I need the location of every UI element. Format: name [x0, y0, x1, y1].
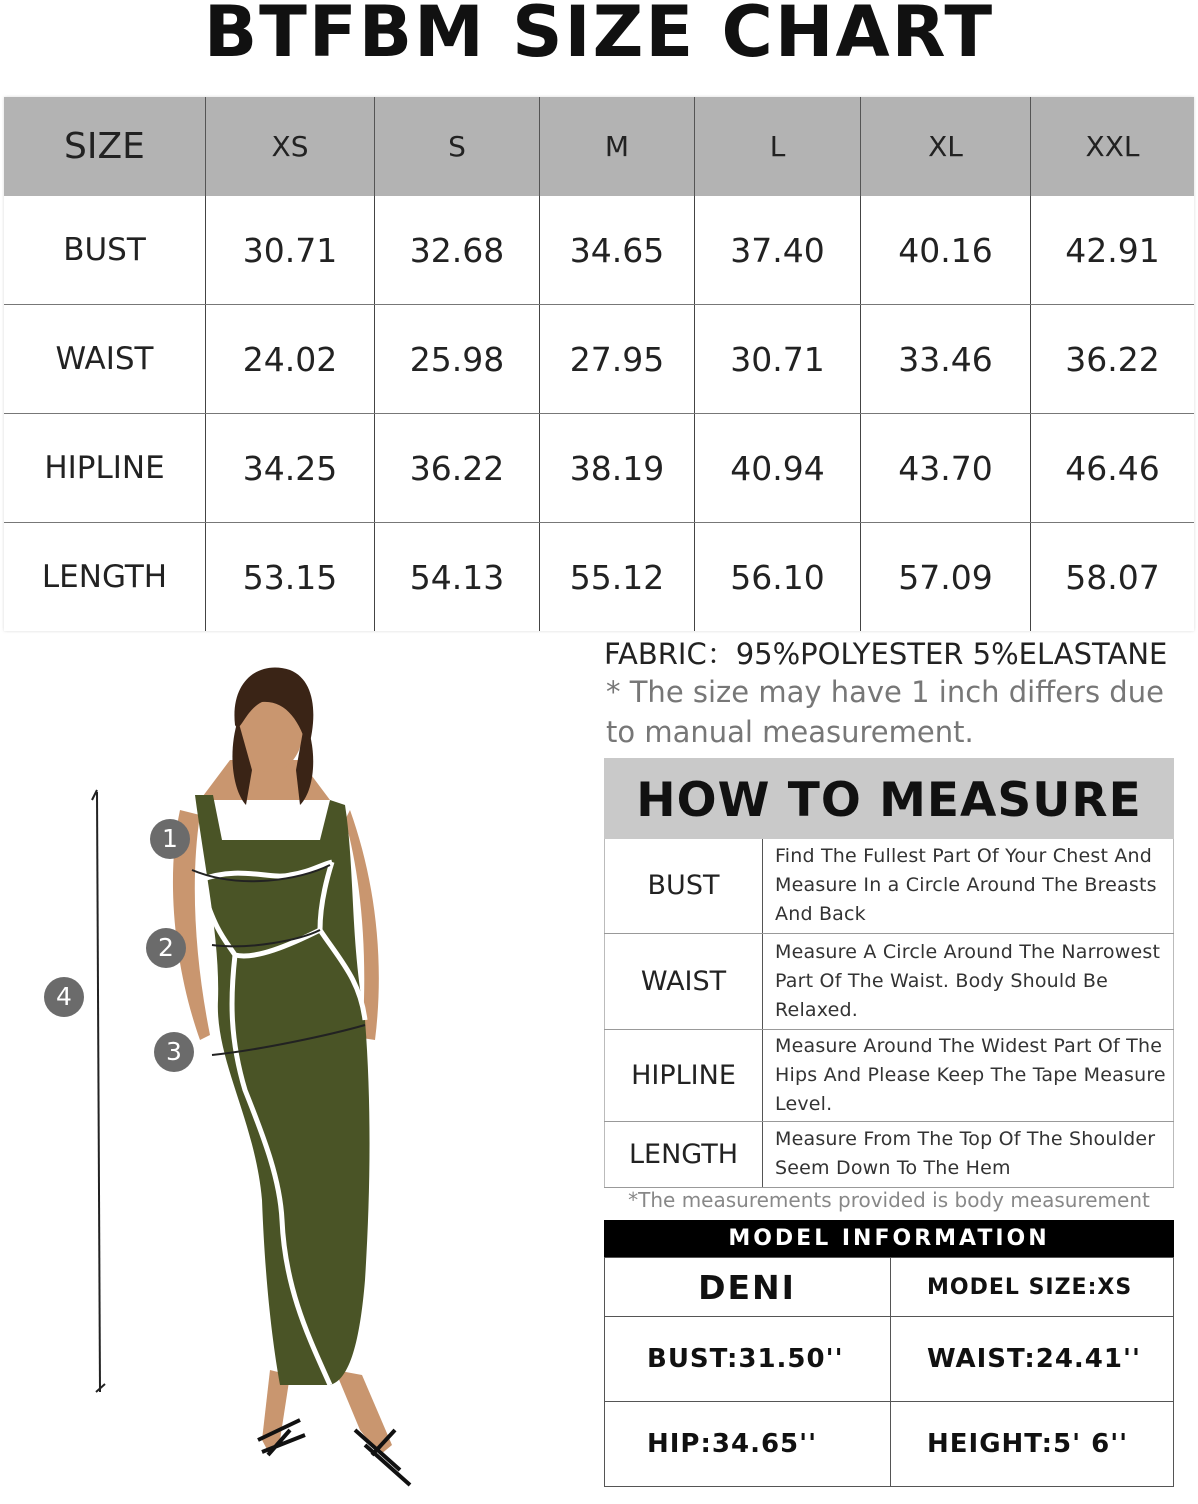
table-cell: 55.12: [540, 523, 695, 632]
column-header: S: [375, 97, 540, 196]
table-cell: 43.70: [861, 414, 1031, 523]
model-hip: HIP:34.65'': [605, 1402, 891, 1487]
size-chart-table: [4, 97, 1194, 631]
marker-2-badge: 2: [146, 928, 186, 968]
table-cell: 58.07: [1065, 557, 1160, 597]
row-label: HIPLINE: [4, 414, 206, 523]
measure-description: Find The Fullest Part Of Your Chest And Measure In a Circle Around The Breasts And Back: [763, 839, 1174, 933]
table-cell: 57.09: [861, 523, 1031, 632]
measure-row: [605, 1029, 1174, 1121]
row-label: LENGTH: [4, 523, 206, 632]
table-cell: 38.19: [540, 414, 695, 523]
measure-description: Measure A Circle Around The Narrowest Part Of The Waist. Body Should Be Relaxed.: [763, 933, 1174, 1029]
marker-1-badge: 1: [150, 819, 190, 859]
model-size: MODEL SIZE:XS: [891, 1258, 1174, 1317]
table-cell: 37.40: [695, 196, 861, 305]
measure-description: Measure Around The Widest Part Of The Hips And Please Keep The Tape Measure Level.: [763, 1029, 1174, 1121]
column-header: L: [695, 97, 861, 196]
row-label: WAIST: [4, 305, 206, 414]
table-cell: 34.65: [540, 196, 695, 305]
measurement-footnote: *The measurements provided is body measurement: [628, 1188, 1150, 1212]
measure-term: WAIST: [605, 933, 763, 1029]
table-cell: 40.94: [695, 414, 861, 523]
table-row: [4, 196, 1194, 305]
how-to-measure-table: [604, 839, 1174, 1188]
model-waist: WAIST:24.41'': [891, 1317, 1174, 1402]
table-row: [4, 414, 1194, 523]
column-header: XXL: [1031, 97, 1195, 196]
table-cell: 32.68: [375, 196, 540, 305]
how-to-measure-heading: HOW TO MEASURE: [604, 758, 1174, 839]
size-header-row: [4, 97, 1194, 196]
column-header: M: [540, 97, 695, 196]
table-cell: 34.25: [206, 414, 375, 523]
model-info-heading: MODEL INFORMATION: [604, 1220, 1174, 1257]
table-cell: 56.10: [695, 523, 861, 632]
row-label: BUST: [4, 196, 206, 305]
fabric-info: FABRIC：95%POLYESTER 5%ELASTANE: [604, 637, 1168, 671]
size-note: * The size may have 1 inch differs due to manual measurement.: [606, 675, 1164, 749]
table-cell: 24.02: [206, 305, 375, 414]
marker-4-badge: 4: [44, 977, 84, 1017]
table-cell: 40.16: [861, 196, 1031, 305]
table-cell: 33.46: [861, 305, 1031, 414]
column-header: XL: [861, 97, 1031, 196]
measure-row: [605, 839, 1174, 933]
model-info-table: [604, 1257, 1174, 1487]
measure-row: [605, 933, 1174, 1029]
model-row: [605, 1317, 1174, 1402]
table-cell: 30.71: [695, 305, 861, 414]
model-figure: [0, 640, 560, 1500]
table-cell: 54.13: [375, 523, 540, 632]
table-cell: 27.95: [540, 305, 695, 414]
table-row: [4, 523, 1194, 632]
measure-description: Measure From The Top Of The Shoulder Seem Down To The Hem: [763, 1121, 1174, 1187]
table-row: [4, 305, 1194, 414]
table-cell: 30.71: [206, 196, 375, 305]
table-cell: 36.22: [1031, 305, 1195, 414]
page-title: BTFBM SIZE CHART: [203, 0, 995, 73]
table-cell: 25.98: [375, 305, 540, 414]
column-header: SIZE: [4, 97, 206, 196]
model-row: [605, 1402, 1174, 1487]
model-name: DENI: [605, 1258, 891, 1317]
measure-row: [605, 1121, 1174, 1187]
model-row: [605, 1258, 1174, 1317]
table-cell: 36.22: [375, 414, 540, 523]
model-height: HEIGHT:5' 6'': [891, 1402, 1174, 1487]
model-illustration: [0, 640, 560, 1500]
model-bust: BUST:31.50'': [605, 1317, 891, 1402]
marker-3-badge: 3: [154, 1032, 194, 1072]
measure-term: BUST: [605, 839, 763, 933]
table-cell: 53.15: [206, 523, 375, 632]
table-cell: 42.91: [1031, 196, 1195, 305]
column-header: XS: [206, 97, 375, 196]
table-cell: 46.46: [1031, 414, 1195, 523]
measure-term: HIPLINE: [605, 1029, 763, 1121]
measure-term: LENGTH: [605, 1121, 763, 1187]
